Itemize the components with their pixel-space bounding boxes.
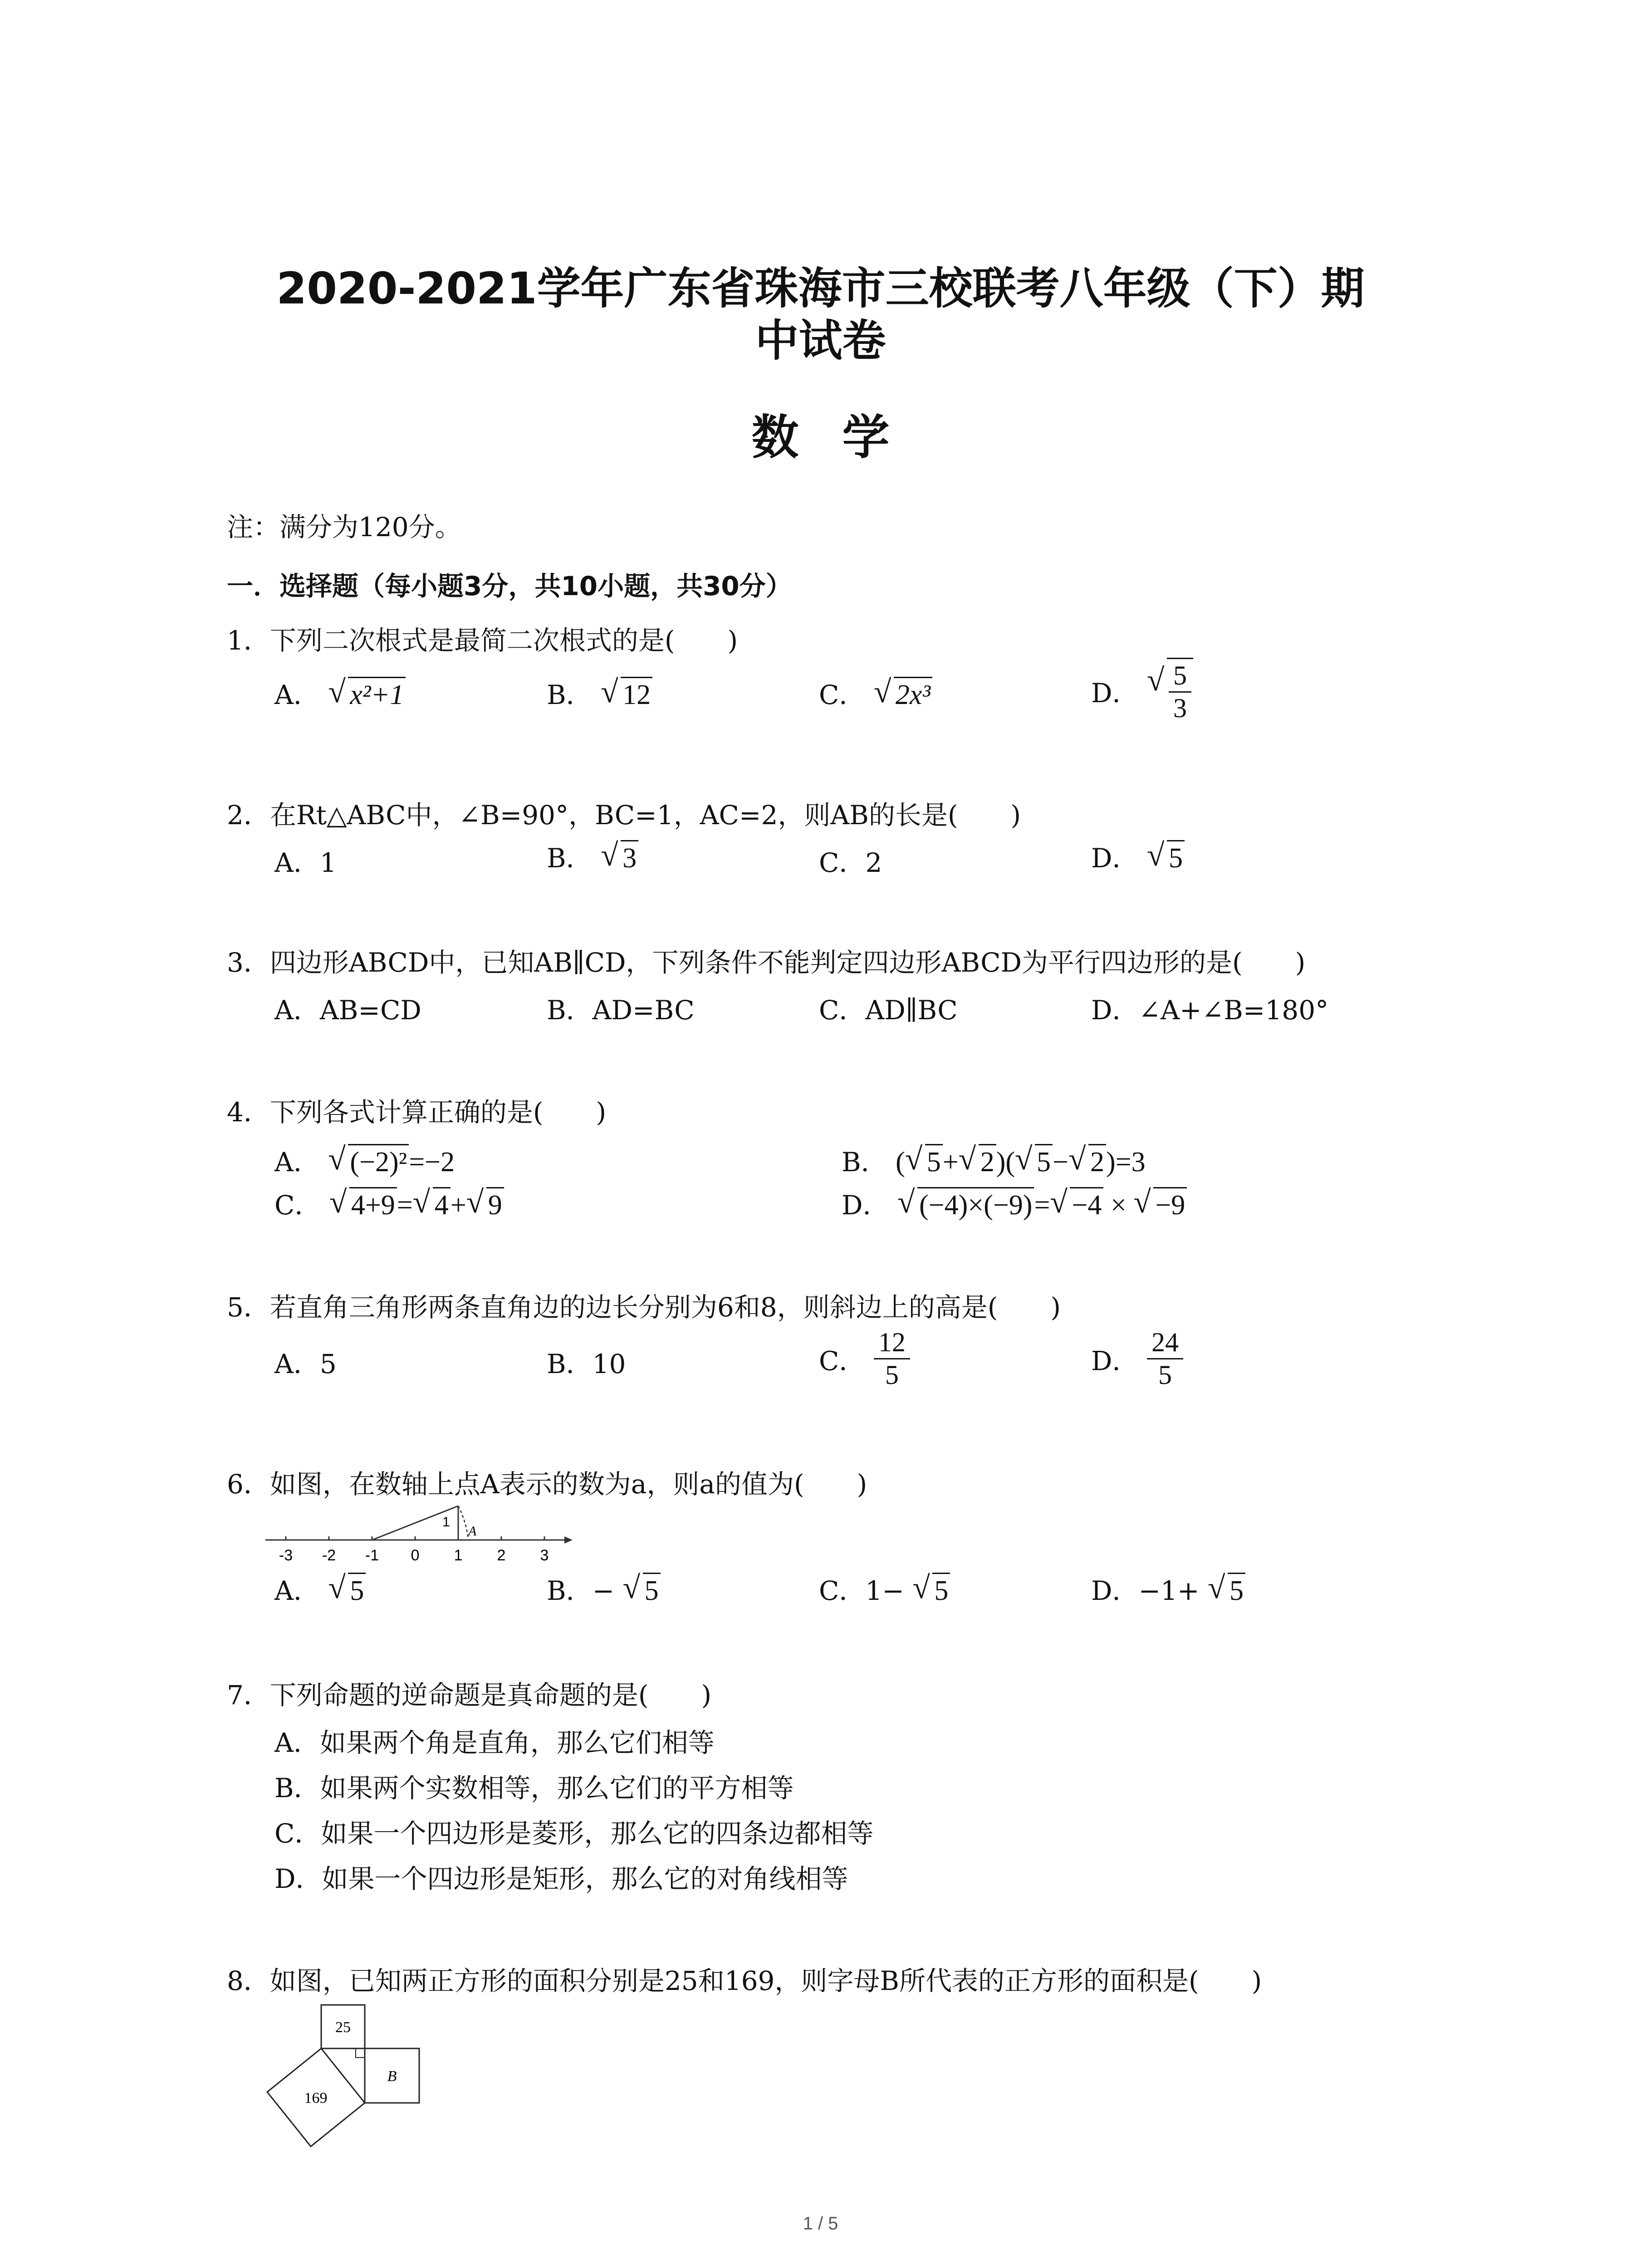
sqrt-expression: √ 5 [1147,840,1185,875]
option-d[interactable] [1091,837,1185,875]
option-d[interactable] [1091,1327,1183,1391]
tick-label: 1 [454,1547,463,1564]
option-label: C． [274,1190,321,1221]
option-a[interactable] [274,1141,455,1179]
fraction [874,1327,910,1391]
question-stem: 7．下列命题的逆命题是真命题的是( ) [227,1680,712,1711]
option-a[interactable]: A．如果两个角是直角，那么它们相等 [274,1727,715,1758]
square-b-label: B [387,2068,397,2085]
option-b[interactable] [547,674,652,712]
option-label: B． [842,1147,887,1178]
fraction [1147,1327,1183,1391]
radicand: 5 [643,1573,661,1607]
tick-label: -2 [322,1547,336,1564]
expression: ( √ 5+ √ 2)( √ 5− √ 2)=3 [896,1142,1146,1178]
option-b[interactable] [547,1569,661,1608]
title-line2: 中试卷 [755,315,886,366]
denominator: 5 [885,1360,899,1390]
numerator: 5 [1169,660,1191,693]
option-b[interactable]: B．AD=BC [547,995,695,1026]
option-label: D．−1+ [1091,1575,1200,1606]
option-b[interactable]: B．10 [547,1349,626,1379]
denominator: 3 [1173,693,1187,723]
option-b[interactable]: B．如果两个实数相等，那么它们的平方相等 [274,1773,794,1804]
numerator: 12 [874,1327,910,1359]
question-stem: 3．四边形ABCD中，已知AB∥CD，下列条件不能判定四边形ABCD为平行四边形的是( ) [227,947,1306,978]
option-a[interactable] [274,1569,366,1608]
tick-label: 3 [540,1547,549,1564]
option-c[interactable] [819,1327,910,1391]
numerator: 24 [1147,1327,1183,1359]
radicand: 5 [932,1573,950,1607]
sqrt-expression: √ 5 [623,1573,661,1607]
sqrt-expression: √ $\frac{5}{3}$ [1147,658,1193,724]
option-a[interactable] [274,674,406,712]
squares-figure [259,1996,440,2159]
option-label: D． [1091,678,1139,709]
side-label: 1 [442,1515,450,1530]
option-label: D． [1091,843,1139,874]
question-stem: 1．下列二次根式是最简二次根式的是( ) [227,625,738,656]
expression: √ 4+9= √ 4+ √ 9 [329,1190,504,1221]
option-c[interactable] [274,1184,504,1222]
option-label: D． [842,1190,889,1221]
option-d[interactable] [1091,658,1193,724]
sqrt-expression: √ 5 [1208,1573,1245,1607]
option-d[interactable] [842,1184,1187,1222]
radicand: (−2)² [348,1144,409,1178]
radicand: 5 [1167,840,1185,875]
option-label: A． [274,679,320,710]
number-line-figure [263,1497,581,1569]
radicand: x²+1 [348,677,406,711]
option-d[interactable] [1091,1569,1245,1608]
option-c[interactable]: C．AD∥BC [819,995,958,1026]
option-label: B．− [547,1575,615,1606]
denominator: 5 [1158,1360,1172,1390]
option-label: B． [547,843,593,874]
sqrt-expression: √ 5 [328,1573,366,1607]
radicand: 2x³ [894,677,932,711]
result: =−2 [409,1147,455,1178]
subject: 数学 [751,410,933,465]
expression: √ (−4)×(−9)= √ −4 × √ −9 [897,1190,1187,1221]
radicand: 5 [1228,1573,1245,1607]
option-label: C． [819,679,866,710]
title-line1: 2020-2021学年广东省珠海市三校联考八年级（下）期 [276,263,1365,314]
right-angle-mark [356,2048,365,2058]
option-d[interactable]: D．如果一个四边形是矩形，那么它的对角线相等 [274,1863,848,1894]
note: 注：满分为120分。 [227,512,461,543]
tick-label: 2 [497,1547,506,1564]
compass-arc [458,1506,468,1540]
sqrt-expression: √ 2x³ [874,677,932,711]
radicand: 5 [348,1573,366,1607]
sqrt-expression: √ (−2)² [328,1144,409,1178]
option-b[interactable] [547,837,638,875]
sqrt-expression: √ 5 [912,1573,950,1607]
sqrt-expression: √ 3 [601,840,638,875]
tick-labels [279,1547,549,1564]
sqrt-expression: √ 12 [601,677,652,711]
option-a[interactable]: A．AB=CD [274,995,421,1026]
option-label: C． [819,1345,866,1377]
option-a[interactable]: A．5 [274,1349,337,1379]
option-label: B． [547,679,593,710]
page-number: 1 / 5 [803,2214,838,2234]
sqrt-expression: √ x²+1 [328,677,406,711]
question-stem: 4．下列各式计算正确的是( ) [227,1097,607,1128]
option-c[interactable] [819,674,932,712]
option-b[interactable] [842,1141,1146,1179]
section-heading: 一．选择题（每小题3分，共10小题，共30分） [227,571,792,601]
point-a-label: A [468,1524,477,1539]
tick-label: -3 [279,1547,293,1564]
radicand: 3 [621,840,638,875]
question-stem: 5．若直角三角形两条直角边的边长分别为6和8，则斜边上的高是( ) [227,1292,1061,1323]
question-stem: 6．如图，在数轴上点A表示的数为a，则a的值为( ) [227,1469,867,1500]
tick-label: -1 [365,1547,379,1564]
option-c[interactable]: C．2 [819,847,882,878]
question-stem: 2．在Rt△ABC中，∠B=90°，BC=1，AC=2，则AB的长是( ) [227,800,1021,831]
option-label: A． [274,1575,320,1606]
option-label: D． [1091,1345,1139,1377]
option-label: C．1− [819,1575,904,1606]
option-label: A． [274,1147,320,1178]
square-25-label: 25 [335,2019,351,2036]
option-a[interactable]: A．1 [274,847,337,878]
axis-arrow [564,1536,573,1544]
option-c[interactable]: C．如果一个四边形是菱形，那么它的四条边都相等 [274,1818,874,1849]
question-stem: 8．如图，已知两正方形的面积分别是25和169，则字母B所代表的正方形的面积是( ) [227,1965,1262,1996]
tick-label: 0 [411,1547,420,1564]
option-d[interactable]: D．∠A+∠B=180° [1091,995,1329,1026]
square-169-label: 169 [304,2090,328,2107]
option-c[interactable] [819,1569,950,1608]
radicand: 12 [621,677,652,711]
